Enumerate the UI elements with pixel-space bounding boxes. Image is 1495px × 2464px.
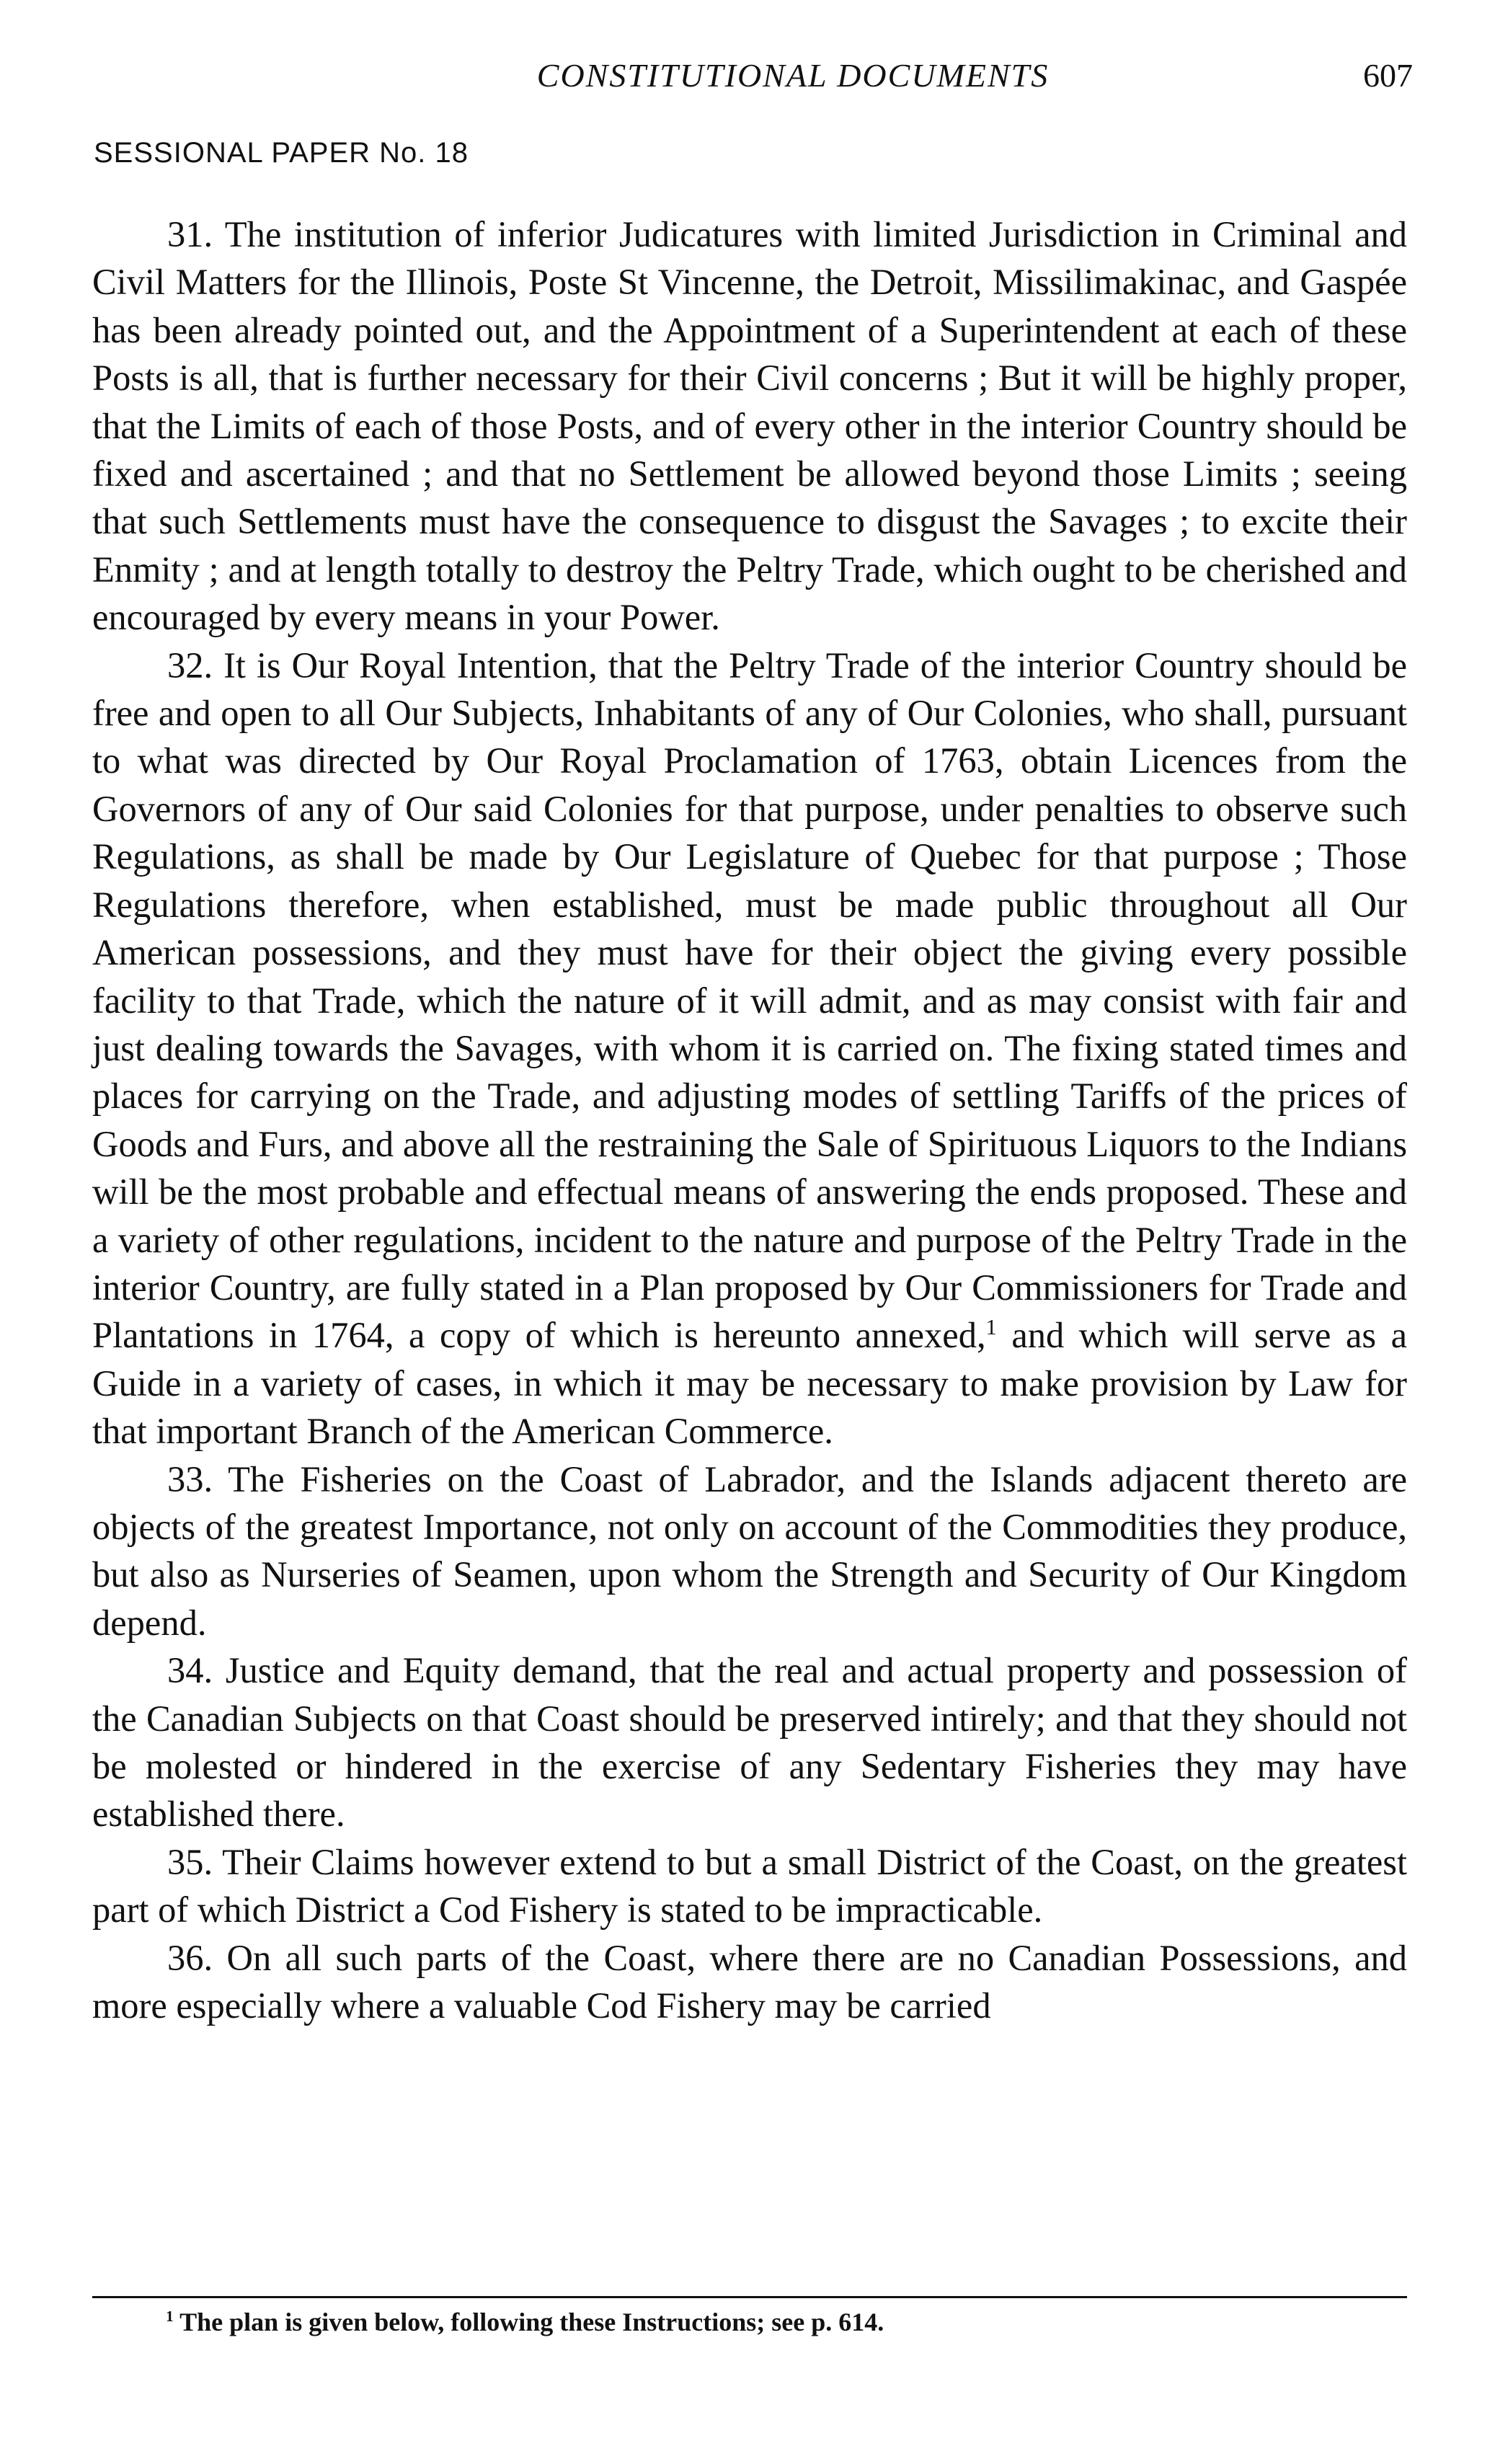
body-text [92, 210, 1407, 2029]
paragraph-31: 31. The institution of inferior Judicatures with limited Jurisdiction in Criminal and Civil Matters for the Illinois, Poste St Vincenne, the Detroit, Missilimakinac, and Gaspée has been already pointed out, and the Appointment of a Superintendent at each of these Posts is all, that is further necessary for their Civil concerns ; But it will be highly proper, that the Limits of each of those Posts, and of every other in the interior Country should be fixed and ascertained ; and that no Settlement be allowed beyond those Limits ; seeing that such Settlements must have the consequence to disgust the Savages ; to excite their Enmity ; and at length totally to destroy the Peltry Trade, which ought to be cherished and encouraged by every means in your Power. [92, 214, 1407, 638]
footnote-text: The plan is given below, following these Instructions; see p. 614. [173, 2308, 884, 2336]
footnote [166, 2307, 884, 2337]
paragraph-32-text-after-note: and which will serve as a Guide in a variety of cases, in which it may be necessary to make provision by Law for that important Branch of the American Commerce. [92, 1315, 1407, 1452]
running-head [94, 56, 1413, 107]
page-number: 607 [1363, 57, 1413, 94]
paragraph-32 [92, 642, 1407, 1455]
paragraph-33: 33. The Fisheries on the Coast of Labrador, and the Islands adjacent thereto are objects of the greatest Importance, not only on account of the Commodities they produce, but also as Nurseries of Seamen, upon whom the Strength and Security of Our Kingdom depend. [92, 1458, 1407, 1643]
footnote-reference: 1 [985, 1315, 997, 1340]
paragraph-35: 35. Their Claims however extend to but a small District of the Coast, on the greatest part of which District a Cod Fishery is stated to be impracticable. [92, 1841, 1407, 1931]
footnote-marker: 1 [166, 2308, 174, 2325]
paragraph-32-text-before-note: 32. It is Our Royal Intention, that the Peltry Trade of the interior Country should be free and open to all Our Subjects, Inhabitants of any of Our Colonies, who shall, pursuant to what was directed by Our Royal Proclamation of 1763, obtain Licences from the Governors of any of Our said Colonies for that purpose, under penalties to observe such Regulations, as shall be made by Our Legislature of Quebec for that purpose ; Those Regulations therefore, when established, must be made public throughout all Our American possessions, and they must have for their object the giving every possible facility to that Trade, which the nature of it will admit, and as may consist with fair and just dealing towards the Savages, with whom it is carried on. The fixing stated times and places for carrying on the Trade, and adjusting modes of settling Tariffs of the prices of Goods and Furs, and above all the restraining the Sale of Spirituous Liquors to the Indians will be the most probable and effectual means of answering the ends proposed. These and a variety of other regulations, incident to the nature and purpose of the Peltry Trade in the interior Country, are fully stated in a Plan proposed by Our Commissioners for Trade and Plantations in 1764, a copy of which is hereunto annexed, [92, 644, 1407, 1356]
sessional-paper-label: SESSIONAL PAPER No. 18 [94, 137, 469, 169]
paragraph-34: 34. Justice and Equity demand, that the real and actual property and possession of the Canadian Subjects on that Coast should be preserved intirely; and that they should not be molested or hindered in the exercise of any Sedentary Fisheries they may have established there. [92, 1650, 1407, 1835]
paragraph-36: 36. On all such parts of the Coast, where there are no Canadian Possessions, and more especially where a valuable Cod Fishery may be carried [92, 1937, 1407, 2026]
footnote-divider [92, 2296, 1407, 2298]
running-title: CONSTITUTIONAL DOCUMENTS [536, 57, 1050, 94]
